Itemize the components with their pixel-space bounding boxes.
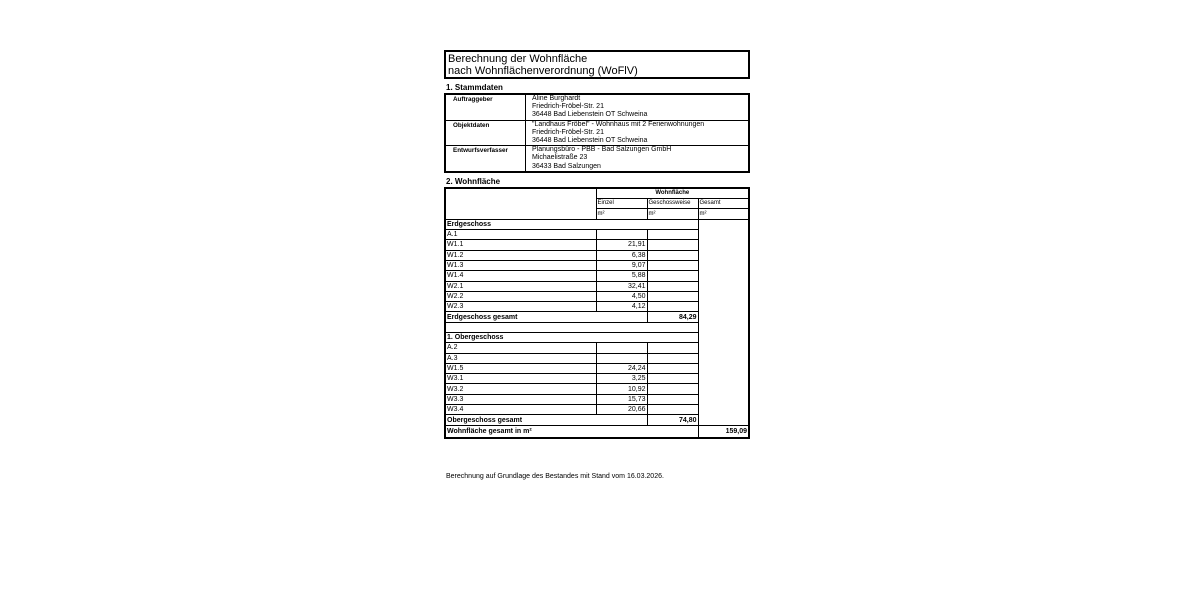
gesamt-cell	[698, 219, 749, 229]
floor-heading: Erdgeschoss	[445, 219, 698, 229]
geschoss-cell	[647, 240, 698, 250]
stammdaten-table	[444, 93, 750, 173]
table-row	[445, 343, 749, 353]
floor-total-value: 74,80	[647, 415, 698, 425]
grand-total-row	[445, 425, 749, 438]
room-name: W1.2	[445, 250, 596, 260]
geschoss-cell	[647, 405, 698, 415]
col-group-header: Wohnfläche	[596, 188, 749, 199]
floor-total-row	[445, 312, 749, 322]
unit-gesamt: m²	[698, 209, 749, 219]
geschoss-cell	[647, 343, 698, 353]
geschoss-cell	[647, 291, 698, 301]
spacer-row	[445, 322, 749, 332]
room-area: 3,25	[596, 374, 647, 384]
grand-total-value: 159,09	[698, 425, 749, 438]
room-name: W1.5	[445, 363, 596, 373]
room-area: 20,66	[596, 405, 647, 415]
value-line: 36433 Bad Salzungen	[532, 162, 601, 170]
table-row	[445, 374, 749, 384]
room-area: 5,88	[596, 271, 647, 281]
footnote: Berechnung auf Grundlage des Bestandes mit Stand vom 16.03.2026.	[446, 473, 664, 480]
gesamt-cell	[698, 363, 749, 373]
table-row	[445, 363, 749, 373]
row-value	[526, 94, 750, 120]
geschoss-cell	[647, 271, 698, 281]
room-name: W2.3	[445, 302, 596, 312]
gesamt-cell	[698, 260, 749, 270]
geschoss-cell	[647, 394, 698, 404]
floor-total-row	[445, 415, 749, 425]
room-name: W1.4	[445, 271, 596, 281]
room-area	[596, 343, 647, 353]
room-area: 32,41	[596, 281, 647, 291]
room-name: W3.4	[445, 405, 596, 415]
col-header-geschoss: Geschossweise	[647, 199, 698, 209]
table-row	[445, 291, 749, 301]
geschoss-cell	[647, 230, 698, 240]
title-line-1: Berechnung der Wohnfläche	[448, 53, 588, 65]
room-area: 10,92	[596, 384, 647, 394]
value-line: 36448 Bad Liebenstein OT Schweina	[532, 111, 648, 119]
col-header-einzel: Einzel	[596, 199, 647, 209]
room-area: 4,12	[596, 302, 647, 312]
room-name: A.1	[445, 230, 596, 240]
gesamt-cell	[698, 271, 749, 281]
geschoss-cell	[647, 353, 698, 363]
room-name: A.3	[445, 353, 596, 363]
value-line: 36448 Bad Liebenstein OT Schweina	[532, 137, 648, 145]
section-heading-stammdaten: 1. Stammdaten	[446, 83, 503, 92]
gesamt-cell	[698, 230, 749, 240]
room-area: 21,91	[596, 240, 647, 250]
unit-einzel: m²	[596, 209, 647, 219]
value-line: Friedrich-Fröbel-Str. 21	[532, 128, 604, 136]
gesamt-cell	[698, 240, 749, 250]
section-heading-wohnflaeche: 2. Wohnfläche	[446, 176, 501, 186]
stammdaten-row	[445, 146, 749, 172]
gesamt-cell	[698, 322, 749, 332]
wohnflaeche-table	[444, 187, 750, 439]
table-row	[445, 384, 749, 394]
grand-total-label: Wohnfläche gesamt in m²	[445, 425, 698, 438]
geschoss-cell	[647, 250, 698, 260]
floor-total-label: Obergeschoss gesamt	[445, 415, 647, 425]
room-name: W1.1	[445, 240, 596, 250]
value-line: Planungsbüro - PBB - Bad Salzungen GmbH	[532, 146, 672, 154]
spacer-cell	[445, 322, 698, 332]
room-name: W2.1	[445, 281, 596, 291]
gesamt-cell	[698, 353, 749, 363]
row-label: Objektdaten	[445, 120, 526, 146]
gesamt-cell	[698, 343, 749, 353]
room-area	[596, 230, 647, 240]
room-area: 15,73	[596, 394, 647, 404]
room-name: W2.2	[445, 291, 596, 301]
room-name: W1.3	[445, 260, 596, 270]
row-value	[526, 146, 750, 172]
gesamt-cell	[698, 332, 749, 342]
gesamt-cell	[698, 281, 749, 291]
room-name: W3.2	[445, 384, 596, 394]
gesamt-cell	[698, 415, 749, 425]
room-area	[596, 353, 647, 363]
floor-heading: 1. Obergeschoss	[445, 332, 698, 342]
value-line: Michaelistraße 23	[532, 154, 588, 162]
table-row	[445, 281, 749, 291]
gesamt-cell	[698, 384, 749, 394]
table-row	[445, 271, 749, 281]
floor-heading-row	[445, 332, 749, 342]
gesamt-cell	[698, 250, 749, 260]
geschoss-cell	[647, 384, 698, 394]
gesamt-cell	[698, 394, 749, 404]
room-name: W3.1	[445, 374, 596, 384]
floor-heading-row	[445, 219, 749, 229]
gesamt-cell	[698, 302, 749, 312]
room-area: 9,07	[596, 260, 647, 270]
table-row	[445, 353, 749, 363]
table-row	[445, 240, 749, 250]
gesamt-cell	[698, 405, 749, 415]
geschoss-cell	[647, 281, 698, 291]
floor-total-value: 84,29	[647, 312, 698, 322]
value-line: Aline Burghardt	[532, 95, 581, 102]
room-name: A.2	[445, 343, 596, 353]
floor-total-label: Erdgeschoss gesamt	[445, 312, 647, 322]
geschoss-cell	[647, 260, 698, 270]
geschoss-cell	[647, 363, 698, 373]
title-line-2: nach Wohnflächenverordnung (WoFlV)	[448, 65, 638, 77]
table-row	[445, 260, 749, 270]
stammdaten-row	[445, 120, 749, 146]
row-value	[526, 120, 750, 146]
erdgeschoss-section	[445, 219, 749, 332]
obergeschoss-section	[445, 332, 749, 425]
table-row	[445, 250, 749, 260]
geschoss-cell	[647, 374, 698, 384]
calculation-sheet	[444, 50, 750, 439]
row-label: Auftraggeber	[445, 94, 526, 120]
geschoss-cell	[647, 302, 698, 312]
room-name: W3.3	[445, 394, 596, 404]
room-area: 6,38	[596, 250, 647, 260]
col-header-gesamt: Gesamt	[698, 199, 749, 209]
room-area: 4,50	[596, 291, 647, 301]
stammdaten-row	[445, 94, 749, 120]
gesamt-cell	[698, 374, 749, 384]
table-row	[445, 302, 749, 312]
table-row	[445, 394, 749, 404]
table-row	[445, 230, 749, 240]
gesamt-cell	[698, 312, 749, 322]
gesamt-cell	[698, 291, 749, 301]
value-line: Friedrich-Fröbel-Str. 21	[532, 103, 604, 111]
value-line: "Landhaus Fröbel" - Wohnhaus mit 2 Ferienwohnungen	[532, 120, 705, 128]
unit-geschoss: m²	[647, 209, 698, 219]
table-row	[445, 405, 749, 415]
room-area: 24,24	[596, 363, 647, 373]
title-box	[444, 50, 750, 79]
row-label: Entwurfsverfasser	[445, 146, 526, 172]
